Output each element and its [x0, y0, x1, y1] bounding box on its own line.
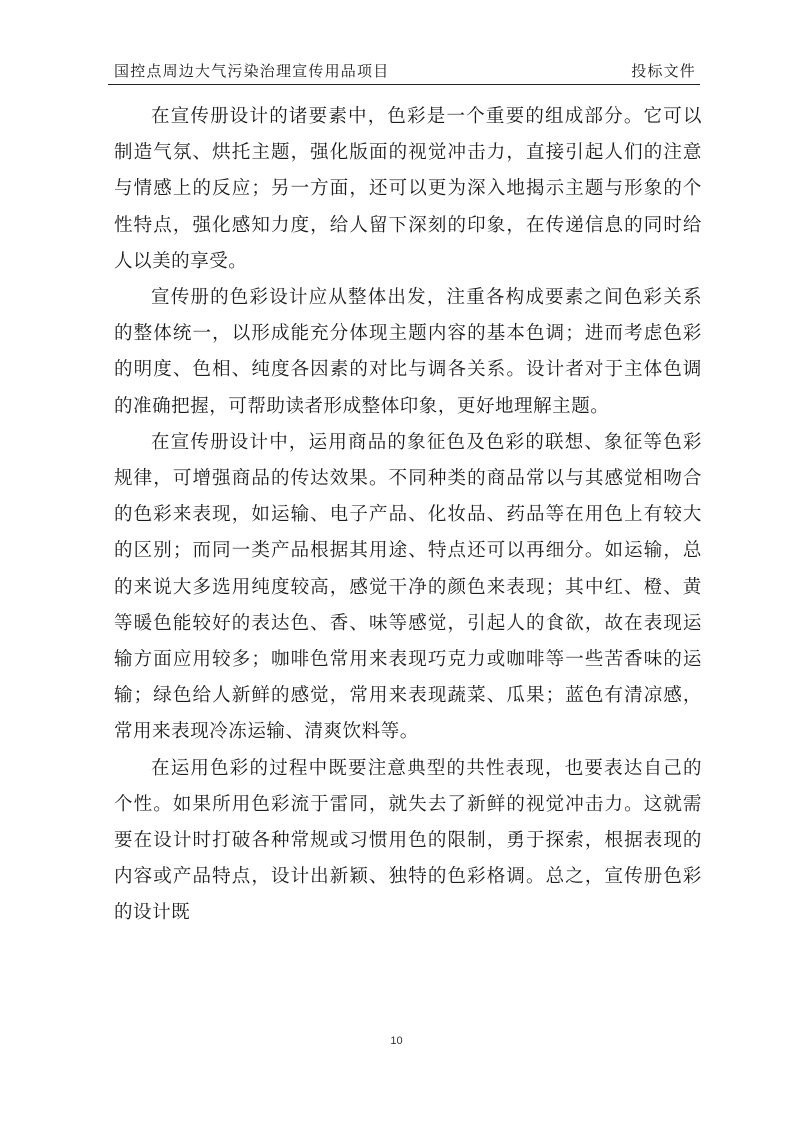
- page-number: 10: [390, 1035, 403, 1047]
- body-text: [114, 99, 702, 932]
- paragraph-color-symbolism: 在宣传册设计中，运用商品的象征色及色彩的联想、象征等色彩规律，可增强商品的传达效果。不同种类的商品常以与其感觉相吻合的色彩来表现，如运输、电子产品、化妆品、药品等在用色上有较大的区别；而同一类产品根据其用途、特点还可以再细分。如运输，总的来说大多选用纯度较高，感觉干净的颜色来表现；其中红、橙、黄等暖色能较好的表达色、香、味等感觉，引起人的食欲，故在表现运输方面应用较多；咖啡色常用来表现巧克力或咖啡等一些苦香味的运输；绿色给人新鲜的感觉，常用来表现蔬菜、瓜果；蓝色有清凉感，常用来表现冷冻运输、清爽饮料等。: [114, 431, 702, 743]
- page-header: [108, 56, 700, 85]
- header-document-type: 投标文件: [631, 62, 696, 80]
- header-project-title: 国控点周边大气污染治理宣传用品项目: [114, 62, 390, 80]
- paragraph-color-importance: 在宣传册设计的诸要素中，色彩是一个重要的组成部分。它可以制造气氛、烘托主题，强化版面的视觉冲击力，直接引起人们的注意与情感上的反应；另一方面，还可以更为深入地揭示主题与形象的个性特点，强化感知力度，给人留下深刻的印象，在传递信息的同时给人以美的享受。: [114, 106, 702, 272]
- paragraph-color-overall-design: 宣传册的色彩设计应从整体出发，注重各构成要素之间色彩关系的整体统一，以形成能充分体现主题内容的基本色调；进而考虑色彩的明度、色相、纯度各因素的对比与调各关系。设计者对于主体色调的准确把握，可帮助读者形成整体印象，更好地理解主题。: [114, 287, 702, 417]
- paragraph-color-individuality: 在运用色彩的过程中既要注意典型的共性表现，也要表达自己的个性。如果所用色彩流于雷同，就失去了新鲜的视觉冲击力。这就需要在设计时打破各种常规或习惯用色的限制，勇于探索，根据表现的内容或产品特点，设计出新颖、独特的色彩格调。总之，宣传册色彩的设计既: [114, 757, 702, 924]
